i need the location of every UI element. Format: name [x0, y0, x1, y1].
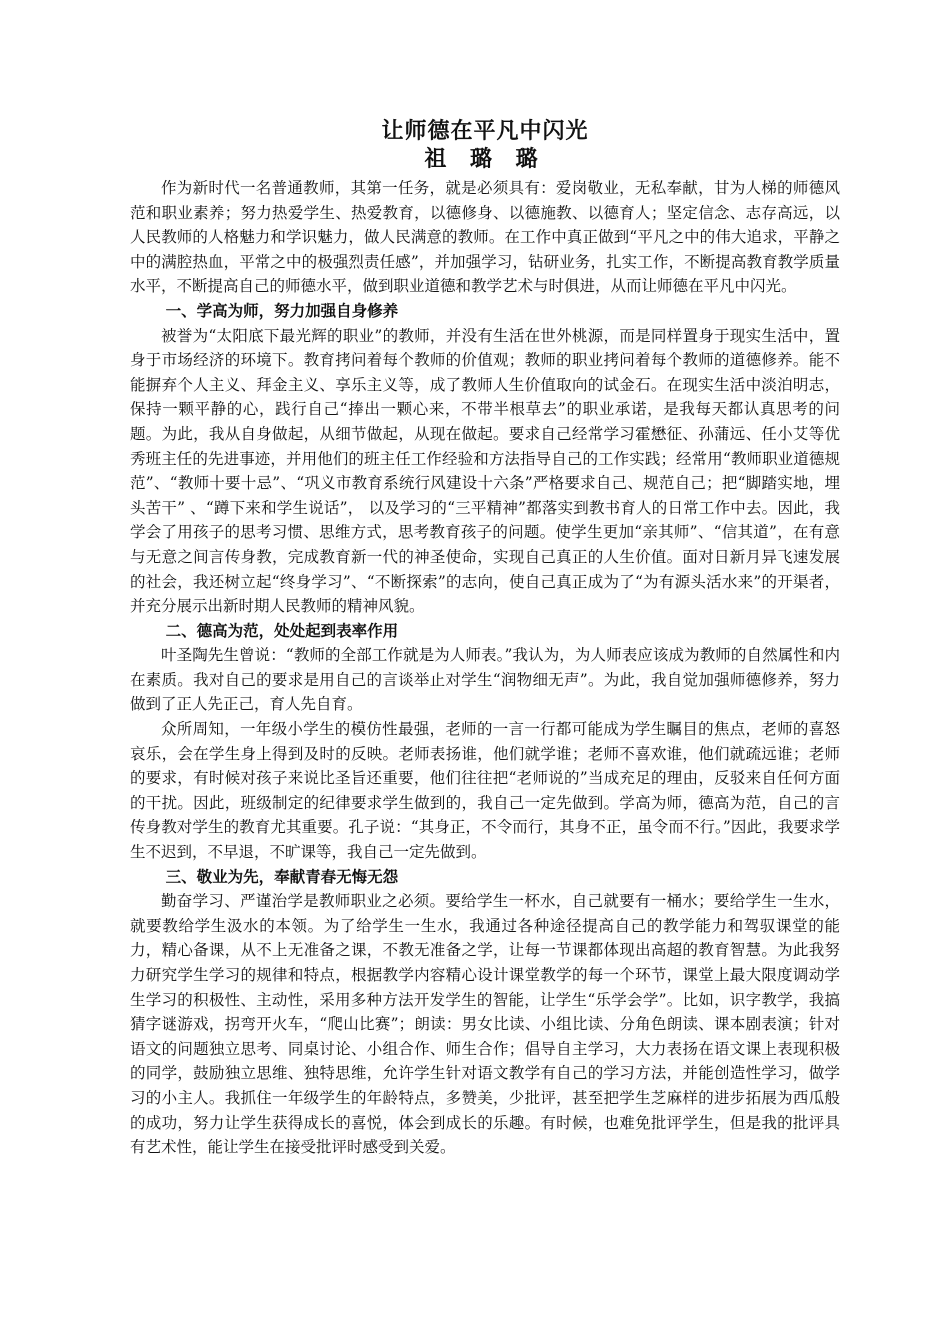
document-page	[130, 118, 840, 1160]
document-title: 让师德在平凡中闪光	[381, 119, 589, 144]
section-2-heading: 二、德高为范，处处起到表率作用	[165, 621, 399, 640]
section-3-heading: 三、敬业为先，奉献青春无悔无怨	[165, 867, 399, 886]
section-1-heading: 一、学高为师，努力加强自身修养	[165, 301, 399, 320]
section-1-paragraph-1: 被誉为“太阳底下最光辉的职业”的教师，并没有生活在世外桃源，而是同样置身于现实生活中，置身于市场经济的环境下。教育拷问着每个教师的价值观；教师的职业拷问着每个教师的道德修养。能不能摒弃个人主义、拜金主义、享乐主义等，成了教师人生价值取向的试金石。在现实生活中淡泊明志，保持一颗平静的心，践行自己“捧出一颗心来，不带半根草去”的职业承诺，是我每天都认真思考的问题。为此，我从自身做起，从细节做起，从现在做起。要求自己经常学习霍懋征、孙蒲远、任小艾等优秀班主任的先进事迹，并用他们的班主任工作经验和方法指导自己的工作实践；经常用“教师职业道德规范”、“教师十要十忌”、“巩义市教育系统行风建设十六条”严格要求自己、规范自己；把“脚踏实地，埋头苦干” 、“蹲下来和学生说话”， 以及学习的“三平精神”都落实到教书育人的日常工作中去。因此，我学会了用孩子的思考习惯、思维方式，思考教育孩子的问题。使学生更加“亲其师”、“信其道”，在有意与无意之间言传身教，完成教育新一代的神圣使命，实现自己真正的人生价值。面对日新月异飞速发展的社会，我还树立起“终身学习”、“不断探索”的志向，使自己真正成为了“为有源头活水来”的开渠者，并充分展示出新时期人民教师的精神风貌。	[130, 326, 840, 616]
author-name: 祖 璐 璐	[424, 147, 546, 172]
intro-paragraph: 作为新时代一名普通教师，其第一任务，就是必须具有：爱岗敬业，无私奉献，甘为人梯的师德风范和职业素养；努力热爱学生、热爱教育，以德修身、以德施教、以德育人；坚定信念、志存高远，以人民教师的人格魅力和学识魅力，做人民满意的教师。在工作中真正做到“平凡之中的伟大追求，平静之中的满腔热血，平常之中的极强烈责任感”，并加强学习，钻研业务，扎实工作，不断提高教育教学质量水平，不断提高自己的师德水平，做到职业道德和教学艺术与时俱进，从而让师德在平凡中闪光。	[130, 179, 840, 296]
section-2-paragraph-1: 叶圣陶先生曾说：“教师的全部工作就是为人师表。”我认为，为人师表应该成为教师的自然属性和内在素质。我对自己的要求是用自己的言谈举止对学生“润物细无声”。为此，我自觉加强师德修养，努力做到了正人先正己，育人先自育。	[130, 646, 840, 714]
section-3-paragraph-1: 勤奋学习、严谨治学是教师职业之必须。要给学生一杯水，自己就要有一桶水；要给学生一生水，就要教给学生汲水的本领。为了给学生一生水，我通过各种途径提高自己的教学能力和驾驭课堂的能力，精心备课，从不上无准备之课，不教无准备之学，让每一节课都体现出高超的教育智慧。为此我努力研究学生学习的规律和特点，根据教学内容精心设计课堂教学的每一个环节，课堂上最大限度调动学生学习的积极性、主动性，采用多种方法开发学生的智能，让学生“乐学会学”。比如，识字教学，我搞猜字谜游戏，拐弯开火车，“爬山比赛”；朗读：男女比读、小组比读、分角色朗读、课本剧表演；针对语文的问题独立思考、同桌讨论、小组合作、师生合作；倡导自主学习，大力表扬在语文课上表现积极的同学，鼓励独立思维、独特思维，允许学生针对语文教学有自己的学习方法，并能创造性学习，做学习的小主人。我抓住一年级学生的年龄特点，多赞美，少批评，甚至把学生芝麻样的进步拓展为西瓜般的成功，努力让学生获得成长的喜悦，体会到成长的乐趣。有时候，也难免批评学生，但是我的批评具有艺术性，能让学生在接受批评时感受到关爱。	[130, 892, 840, 1157]
section-2-paragraph-2: 众所周知，一年级小学生的模仿性最强，老师的一言一行都可能成为学生瞩目的焦点，老师的喜怒哀乐，会在学生身上得到及时的反映。老师表扬谁，他们就学谁；老师不喜欢谁，他们就疏远谁；老师的要求，有时候对孩子来说比圣旨还重要，他们往往把“老师说的”当成充足的理由，反驳来自任何方面的干扰。因此，班级制定的纪律要求学生做到的，我自己一定先做到。学高为师，德高为范，自己的言传身教对学生的教育尤其重要。孔子说：“其身正，不令而行，其身不正，虽令而不行。”因此，我要求学生不迟到，不早退，不旷课等，我自己一定先做到。	[130, 720, 840, 862]
